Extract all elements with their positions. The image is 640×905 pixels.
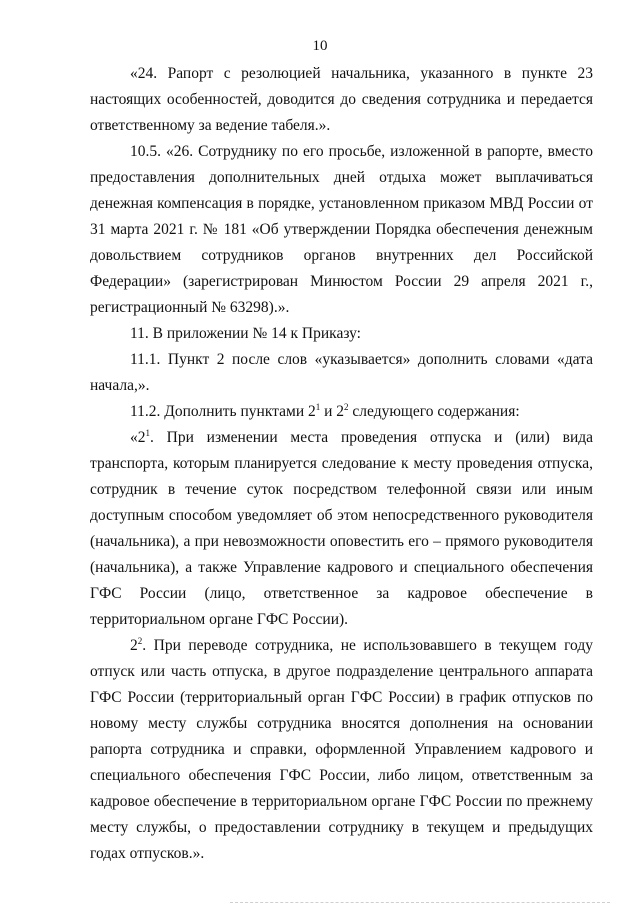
item-11-2-superscript-2: 2 <box>344 402 349 412</box>
paragraph-item-11-2 <box>90 399 593 425</box>
paragraph-point-2-2 <box>90 633 593 867</box>
paragraph-monetary-compensation: 10.5. «26. Сотруднику по его просьбе, изложенной в рапорте, вместо предоставления дополнительных дней отдыха может выплачиваться денежная компенсация в порядке, установленном приказом МВД России от 31 марта 2021 г. № 181 «Об утверждении Порядка обеспечения денежным довольствием сотрудников органов внутренних дел Российской Федерации» (зарегистрирован Минюстом России 29 апреля 2021 г., регистрационный № 63298).». <box>90 143 593 316</box>
point-2-1-text: . При изменении места проведения отпуска и (или) вида транспорта, которым планируется следование к месту проведения отпуска, сотрудник в течение суток посредством телефонной связи или иным доступным способом уведомляет об этом непосредственного руководителя (начальника), а при невозможности оповестить его – прямого руководителя (начальника), а также Управление кадрового и специального обеспечения ГФС России (лицо, ответственное за кадровое обеспечение в территориальном органе ГФС России). <box>90 429 593 628</box>
point-2-2-superscript: 2 <box>137 636 143 646</box>
point-2-1-superscript: 1 <box>145 428 150 438</box>
item-11-2-text-b: и 2 <box>320 403 345 420</box>
item-11-2-superscript-1: 1 <box>315 402 321 412</box>
page-bottom-divider <box>230 902 610 903</box>
item-11-2-text-a: 11.2. Дополнить пунктами 2 <box>130 403 316 420</box>
point-2-2-prefix: 2 <box>130 637 138 654</box>
paragraph-point-2-1 <box>90 425 593 633</box>
point-2-1-prefix: «2 <box>130 429 146 446</box>
item-11-2-text-c: следующего содержания: <box>348 403 520 420</box>
document-body <box>90 61 593 867</box>
paragraph-appendix-14: 11. В приложении № 14 к Приказу: <box>130 325 361 342</box>
paragraph-item-11-1: 11.1. Пункт 2 после слов «указывается» дополнить словами «дата начала,». <box>90 351 593 394</box>
paragraph-report-resolution: «24. Рапорт с резолюцией начальника, указанного в пункте 23 настоящих особенностей, доводится до сведения сотрудника и передается ответственному за ведение табеля.». <box>90 65 593 134</box>
point-2-2-text: . При переводе сотрудника, не использовавшего в текущем году отпуск или часть отпуска, в другое подразделение центрального аппарата ГФС России (территориальный орган ГФС России) в график отпусков по новому месту службы сотрудника вносятся дополнения на основании рапорта сотрудника и справки, оформленной Управлением кадрового и специального обеспечения ГФС России, либо лицом, ответственным за кадровое обеспечение в территориальном органе ГФС России по прежнему месту службы, о предоставлении сотруднику в текущем и предыдущих годах отпусков.». <box>90 637 593 862</box>
page-number: 10 <box>312 38 328 54</box>
